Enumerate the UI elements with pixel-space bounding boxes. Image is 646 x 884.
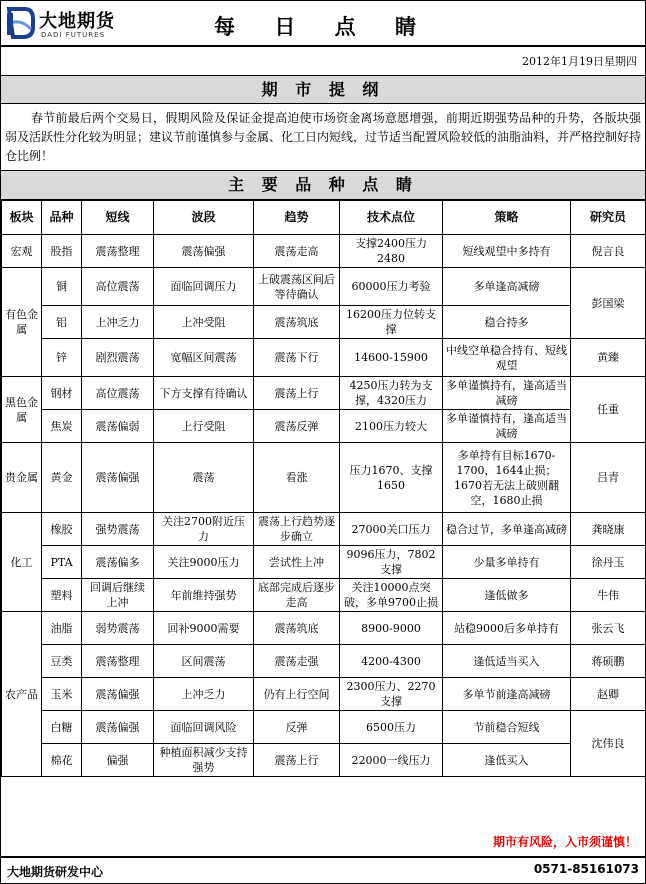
short-cell: 弱势震荡 <box>82 612 154 645</box>
table-row <box>2 612 646 645</box>
item-cell: 钢材 <box>42 377 82 410</box>
column-header-tech: 技术点位 <box>340 201 443 235</box>
item-cell: 股指 <box>42 235 82 268</box>
footer-divider <box>1 856 645 858</box>
tech-cell: 22000一线压力 <box>340 744 443 777</box>
table-row <box>2 711 646 744</box>
column-header-analyst: 研究员 <box>571 201 646 235</box>
swing-cell: 下方支撑有待确认 <box>154 377 254 410</box>
report-date: 2012年1月19日星期四 <box>522 55 637 68</box>
item-cell: PTA <box>42 546 82 579</box>
trend-cell: 震荡上行 <box>254 744 340 777</box>
item-cell: 棉花 <box>42 744 82 777</box>
sector-cell: 农产品 <box>2 612 42 777</box>
tech-cell: 8900-9000 <box>340 612 443 645</box>
analyst-cell: 蒋硕鹏 <box>571 645 646 678</box>
sector-cell: 黑色金属 <box>2 377 42 443</box>
swing-cell: 震荡偏强 <box>154 235 254 268</box>
table-row <box>2 410 646 443</box>
strategy-cell: 少量多单持有 <box>443 546 571 579</box>
logo-chinese-name: 大地期货 <box>39 11 115 32</box>
outline-section-title: 期 市 提 纲 <box>1 75 645 104</box>
trend-cell: 上破震荡区间后等待确认 <box>254 268 340 306</box>
table-row <box>2 306 646 339</box>
column-header-swing: 波段 <box>154 201 254 235</box>
trend-cell: 看涨 <box>254 443 340 513</box>
logo-english-name: DADI FUTURES <box>41 31 106 39</box>
short-cell: 震荡整理 <box>82 645 154 678</box>
column-header-sector: 板块 <box>2 201 42 235</box>
swing-cell: 关注9000压力 <box>154 546 254 579</box>
column-header-short: 短线 <box>82 201 154 235</box>
report-title: 每 日 点 睛 <box>214 14 432 39</box>
tech-cell: 2300压力、2270支撑 <box>340 678 443 711</box>
short-cell: 强势震荡 <box>82 513 154 546</box>
analyst-cell: 赵卿 <box>571 678 646 711</box>
footer-phone: 0571-85161073 <box>533 862 639 876</box>
item-cell: 橡胶 <box>42 513 82 546</box>
analyst-cell: 徐丹玉 <box>571 546 646 579</box>
analyst-cell: 彭国梁 <box>571 268 646 339</box>
tech-cell: 4200-4300 <box>340 645 443 678</box>
strategy-cell: 节前稳合短线 <box>443 711 571 744</box>
table-row <box>2 678 646 711</box>
tech-cell: 支撑2400压力2480 <box>340 235 443 268</box>
trend-cell: 尝试性上冲 <box>254 546 340 579</box>
swing-cell: 面临回调风险 <box>154 711 254 744</box>
footer-department: 大地期货研发中心 <box>7 865 104 879</box>
table-row <box>2 268 646 306</box>
table-row <box>2 546 646 579</box>
tech-cell: 14600-15900 <box>340 339 443 377</box>
table-row <box>2 235 646 268</box>
tech-cell: 6500压力 <box>340 711 443 744</box>
swing-cell: 宽幅区间震荡 <box>154 339 254 377</box>
item-cell: 焦炭 <box>42 410 82 443</box>
analyst-cell: 吕青 <box>571 443 646 513</box>
short-cell: 震荡偏强 <box>82 678 154 711</box>
sector-cell: 贵金属 <box>2 443 42 513</box>
item-cell: 铜 <box>42 268 82 306</box>
table-row <box>2 443 646 513</box>
swing-cell: 上行受阻 <box>154 410 254 443</box>
strategy-cell: 多单谨慎持有，逢高适当减磅 <box>443 377 571 410</box>
trend-cell: 震荡下行 <box>254 339 340 377</box>
strategy-cell: 多单逢高减磅 <box>443 268 571 306</box>
column-header-item: 品种 <box>42 201 82 235</box>
trend-cell: 震荡上行 <box>254 377 340 410</box>
swing-cell: 关注2700附近压力 <box>154 513 254 546</box>
short-cell: 震荡偏强 <box>82 711 154 744</box>
item-cell: 铝 <box>42 306 82 339</box>
swing-cell: 种植面积减少支持强势 <box>154 744 254 777</box>
strategy-cell: 中线空单稳合持有、短线观望 <box>443 339 571 377</box>
strategy-cell: 多单谨慎持有，逢高适当减磅 <box>443 410 571 443</box>
tech-cell: 9096压力，7802支撑 <box>340 546 443 579</box>
trend-cell: 震荡筑底 <box>254 612 340 645</box>
tech-cell: 2100压力较大 <box>340 410 443 443</box>
focus-section-title: 主 要 品 种 点 睛 <box>1 170 645 200</box>
sector-cell: 有色金属 <box>2 268 42 377</box>
short-cell: 震荡整理 <box>82 235 154 268</box>
short-cell: 回调后继续上冲 <box>82 579 154 612</box>
trend-cell: 反弹 <box>254 711 340 744</box>
swing-cell: 年前维持强势 <box>154 579 254 612</box>
short-cell: 高位震荡 <box>82 268 154 306</box>
swing-cell: 震荡 <box>154 443 254 513</box>
column-header-trend: 趋势 <box>254 201 340 235</box>
column-header-strategy: 策略 <box>443 201 571 235</box>
commodity-focus-table <box>1 200 646 777</box>
strategy-cell: 稳合持多 <box>443 306 571 339</box>
item-cell: 塑料 <box>42 579 82 612</box>
short-cell: 震荡偏强 <box>82 443 154 513</box>
sector-cell: 宏观 <box>2 235 42 268</box>
analyst-cell: 任重 <box>571 377 646 443</box>
short-cell: 剧烈震荡 <box>82 339 154 377</box>
swing-cell: 上冲受阻 <box>154 306 254 339</box>
report-header <box>1 1 645 45</box>
table-row <box>2 744 646 777</box>
analyst-cell: 龚晓康 <box>571 513 646 546</box>
short-cell: 高位震荡 <box>82 377 154 410</box>
tech-cell: 16200压力位转支撑 <box>340 306 443 339</box>
analyst-cell: 沈伟良 <box>571 711 646 777</box>
outline-summary-text: 春节前最后两个交易日，假期风险及保证金提高迫使市场资金离场意愿增强，前期近期强势品种的升势，各版块强弱及活跃性分化较为明显；建议节前谨慎参与金属、化工日内短线，过节适当配置风险较低的油脂油料，并严格控制好持仓比例！ <box>5 111 642 163</box>
tech-cell: 关注10000点突破，多单9700止损 <box>340 579 443 612</box>
tech-cell: 27000关口压力 <box>340 513 443 546</box>
swing-cell: 区间震荡 <box>154 645 254 678</box>
sector-cell: 化工 <box>2 513 42 612</box>
item-cell: 油脂 <box>42 612 82 645</box>
trend-cell: 震荡上行趋势逐步确立 <box>254 513 340 546</box>
trend-cell: 震荡走高 <box>254 235 340 268</box>
table-header-row <box>2 201 646 235</box>
trend-cell: 仍有上行空间 <box>254 678 340 711</box>
item-cell: 黄金 <box>42 443 82 513</box>
risk-warning: 期市有风险，入市须谨慎！ <box>492 835 637 849</box>
strategy-cell: 短线观望中多持有 <box>443 235 571 268</box>
swing-cell: 面临回调压力 <box>154 268 254 306</box>
short-cell: 偏强 <box>82 744 154 777</box>
strategy-cell: 站稳9000后多单持有 <box>443 612 571 645</box>
trend-cell: 震荡走强 <box>254 645 340 678</box>
table-row <box>2 513 646 546</box>
trend-cell: 震荡反弹 <box>254 410 340 443</box>
table-row <box>2 645 646 678</box>
analyst-cell: 牛伟 <box>571 579 646 612</box>
title-divider <box>1 45 645 47</box>
table-row <box>2 339 646 377</box>
short-cell: 上冲乏力 <box>82 306 154 339</box>
analyst-cell: 张云飞 <box>571 612 646 645</box>
strategy-cell: 多单持有目标1670-1700，1644止损；1670若无法上破则翻空，1680止损 <box>443 443 571 513</box>
strategy-cell: 逢低做多 <box>443 579 571 612</box>
tech-cell: 压力1670、支撑1650 <box>340 443 443 513</box>
tech-cell: 60000压力考验 <box>340 268 443 306</box>
table-row <box>2 579 646 612</box>
swing-cell: 回补9000需要 <box>154 612 254 645</box>
short-cell: 震荡偏弱 <box>82 410 154 443</box>
short-cell: 震荡偏多 <box>82 546 154 579</box>
swing-cell: 上冲乏力 <box>154 678 254 711</box>
item-cell: 白糖 <box>42 711 82 744</box>
trend-cell: 底部完成后逐步走高 <box>254 579 340 612</box>
strategy-cell: 稳合过节，多单逢高减磅 <box>443 513 571 546</box>
trend-cell: 震荡筑底 <box>254 306 340 339</box>
item-cell: 玉米 <box>42 678 82 711</box>
table-row <box>2 377 646 410</box>
tech-cell: 4250压力转为支撑，4320压力 <box>340 377 443 410</box>
item-cell: 锌 <box>42 339 82 377</box>
strategy-cell: 逢低适当买入 <box>443 645 571 678</box>
strategy-cell: 多单节前逢高减磅 <box>443 678 571 711</box>
strategy-cell: 逢低买入 <box>443 744 571 777</box>
analyst-cell: 黄臻 <box>571 339 646 377</box>
analyst-cell: 倪言良 <box>571 235 646 268</box>
item-cell: 豆类 <box>42 645 82 678</box>
